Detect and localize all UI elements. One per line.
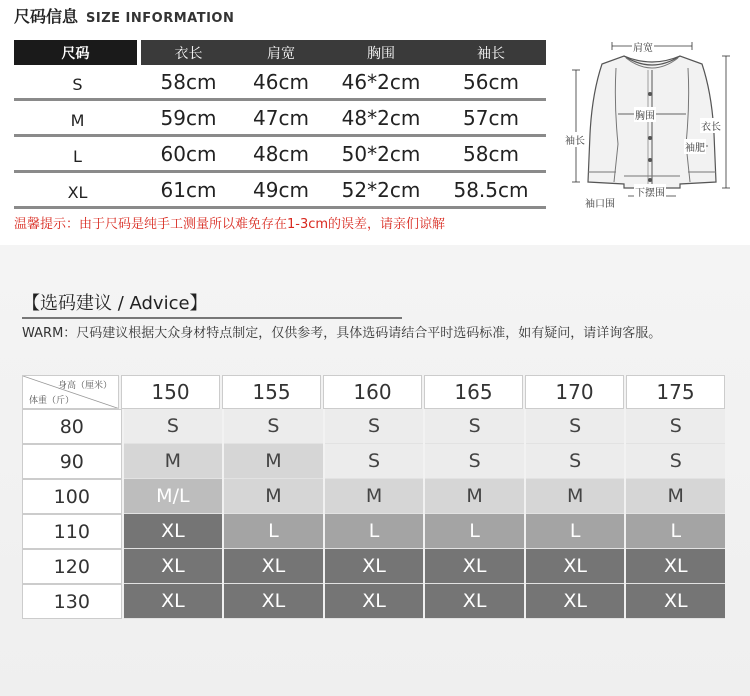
- recommended-size-cell: S: [425, 409, 524, 444]
- size-table-row: [14, 137, 546, 173]
- size-value-cell: 58.5cm: [453, 178, 529, 202]
- size-info-title-en: SIZE INFORMATION: [86, 11, 235, 26]
- size-value-cell: 58cm: [463, 142, 519, 166]
- recommended-size-cell: XL: [224, 549, 323, 584]
- advice-grid-row: [22, 584, 727, 619]
- recommended-size-cell: XL: [224, 584, 323, 619]
- size-value-cell: 52*2cm: [341, 178, 421, 202]
- weight-header-cell: 100: [22, 479, 122, 514]
- size-table-body: [14, 65, 546, 209]
- diagram-label-length: 衣长: [700, 118, 722, 133]
- recommended-size-cell: S: [526, 409, 625, 444]
- size-value-cell: 47cm: [253, 106, 309, 130]
- diagram-label-sleeve: 袖长: [564, 132, 586, 147]
- size-info-heading: [14, 4, 234, 26]
- size-table-row: [14, 65, 546, 101]
- advice-grid-row: [22, 479, 727, 514]
- height-header-cell: 170: [525, 375, 624, 409]
- height-header-cell: 165: [424, 375, 523, 409]
- weight-header-cell: 120: [22, 549, 122, 584]
- size-info-title-cn: 尺码信息: [14, 7, 79, 26]
- recommended-size-cell: XL: [626, 549, 725, 584]
- advice-grid-row: [22, 409, 727, 444]
- recommended-size-cell: XL: [124, 514, 223, 549]
- size-table-row: [14, 101, 546, 137]
- weight-header-cell: 130: [22, 584, 122, 619]
- height-header-cell: 155: [222, 375, 321, 409]
- size-value-cell: 61cm: [160, 178, 217, 202]
- size-value-cell: 56cm: [463, 70, 519, 94]
- recommended-size-cell: S: [224, 409, 323, 444]
- size-table: [14, 40, 546, 209]
- advice-size-grid: [22, 375, 727, 619]
- recommended-size-cell: M: [224, 479, 323, 514]
- recommended-size-cell: XL: [425, 584, 524, 619]
- size-value-cell: 60cm: [160, 142, 217, 166]
- recommended-size-cell: S: [124, 409, 223, 444]
- corner-weight-label: 体重（斤）: [29, 396, 75, 406]
- advice-section: [0, 245, 750, 696]
- size-table-row: [14, 173, 546, 209]
- advice-grid-row: [22, 549, 727, 584]
- size-header-chest: 胸围: [367, 45, 395, 62]
- diagram-label-cuff: 袖口围: [584, 195, 616, 210]
- height-header-cell: 160: [323, 375, 422, 409]
- recommended-size-cell: M: [325, 479, 424, 514]
- recommended-size-cell: XL: [124, 584, 223, 619]
- recommended-size-cell: XL: [325, 584, 424, 619]
- recommended-size-cell: S: [626, 444, 725, 479]
- size-table-header: [14, 40, 546, 65]
- advice-title-underline: [22, 317, 402, 319]
- recommended-size-cell: S: [526, 444, 625, 479]
- size-value-cell: 48cm: [253, 142, 309, 166]
- diagram-label-shoulder: 肩宽: [632, 39, 654, 54]
- size-label-cell: S: [72, 75, 83, 94]
- size-value-cell: 57cm: [463, 106, 519, 130]
- recommended-size-cell: XL: [626, 584, 725, 619]
- size-header-shoulder: 肩宽: [267, 45, 295, 62]
- advice-warm-text: WARM：尺码建议根据大众身材特点制定，仅供参考，具体选码请结合平时选码标准，如有疑问，请详询客服。: [22, 326, 662, 341]
- size-value-cell: 46*2cm: [341, 70, 421, 94]
- weight-header-cell: 80: [22, 409, 122, 444]
- weight-header-cell: 90: [22, 444, 122, 479]
- recommended-size-cell: M: [224, 444, 323, 479]
- weight-header-cell: 110: [22, 514, 122, 549]
- size-label-cell: L: [73, 147, 82, 166]
- recommended-size-cell: XL: [124, 549, 223, 584]
- size-label-cell: M: [70, 111, 85, 130]
- recommended-size-cell: L: [224, 514, 323, 549]
- recommended-size-cell: XL: [325, 549, 424, 584]
- advice-title: 【选码建议 / Advice】: [22, 293, 208, 314]
- size-value-cell: 50*2cm: [341, 142, 421, 166]
- size-label-cell: XL: [67, 183, 88, 202]
- diagram-label-chest: 胸围: [634, 107, 656, 122]
- recommended-size-cell: L: [526, 514, 625, 549]
- recommended-size-cell: L: [425, 514, 524, 549]
- recommended-size-cell: M: [425, 479, 524, 514]
- jacket-diagram: [562, 34, 742, 214]
- recommended-size-cell: L: [626, 514, 725, 549]
- recommended-size-cell: M: [526, 479, 625, 514]
- corner-height-label: 身高（厘米）: [57, 381, 112, 391]
- advice-grid-corner: [22, 375, 119, 409]
- measurement-note: 温馨提示：由于尺码是纯手工测量所以难免存在1-3cm的误差，请亲们谅解: [14, 217, 446, 232]
- recommended-size-cell: S: [325, 444, 424, 479]
- size-value-cell: 46cm: [253, 70, 309, 94]
- recommended-size-cell: S: [325, 409, 424, 444]
- size-value-cell: 48*2cm: [341, 106, 421, 130]
- diagram-label-sleeve-width: 袖肥: [684, 139, 706, 154]
- recommended-size-cell: XL: [526, 549, 625, 584]
- recommended-size-cell: M/L: [124, 479, 223, 514]
- height-header-cell: 175: [626, 375, 725, 409]
- diagram-label-hem: 下摆围: [634, 184, 666, 199]
- size-header-sleeve: 袖长: [477, 45, 505, 62]
- recommended-size-cell: XL: [526, 584, 625, 619]
- recommended-size-cell: S: [626, 409, 725, 444]
- height-header-cell: 150: [121, 375, 220, 409]
- recommended-size-cell: L: [325, 514, 424, 549]
- size-header-length: 衣长: [174, 45, 203, 62]
- advice-grid-header: [22, 375, 727, 409]
- size-value-cell: 49cm: [253, 178, 309, 202]
- advice-grid-body: [22, 409, 727, 619]
- advice-grid-row: [22, 444, 727, 479]
- recommended-size-cell: M: [626, 479, 725, 514]
- recommended-size-cell: M: [124, 444, 223, 479]
- size-value-cell: 58cm: [160, 70, 217, 94]
- size-value-cell: 59cm: [160, 106, 217, 130]
- size-header-size: 尺码: [14, 40, 137, 65]
- recommended-size-cell: S: [425, 444, 524, 479]
- size-info-section: [0, 0, 750, 245]
- advice-grid-row: [22, 514, 727, 549]
- recommended-size-cell: XL: [425, 549, 524, 584]
